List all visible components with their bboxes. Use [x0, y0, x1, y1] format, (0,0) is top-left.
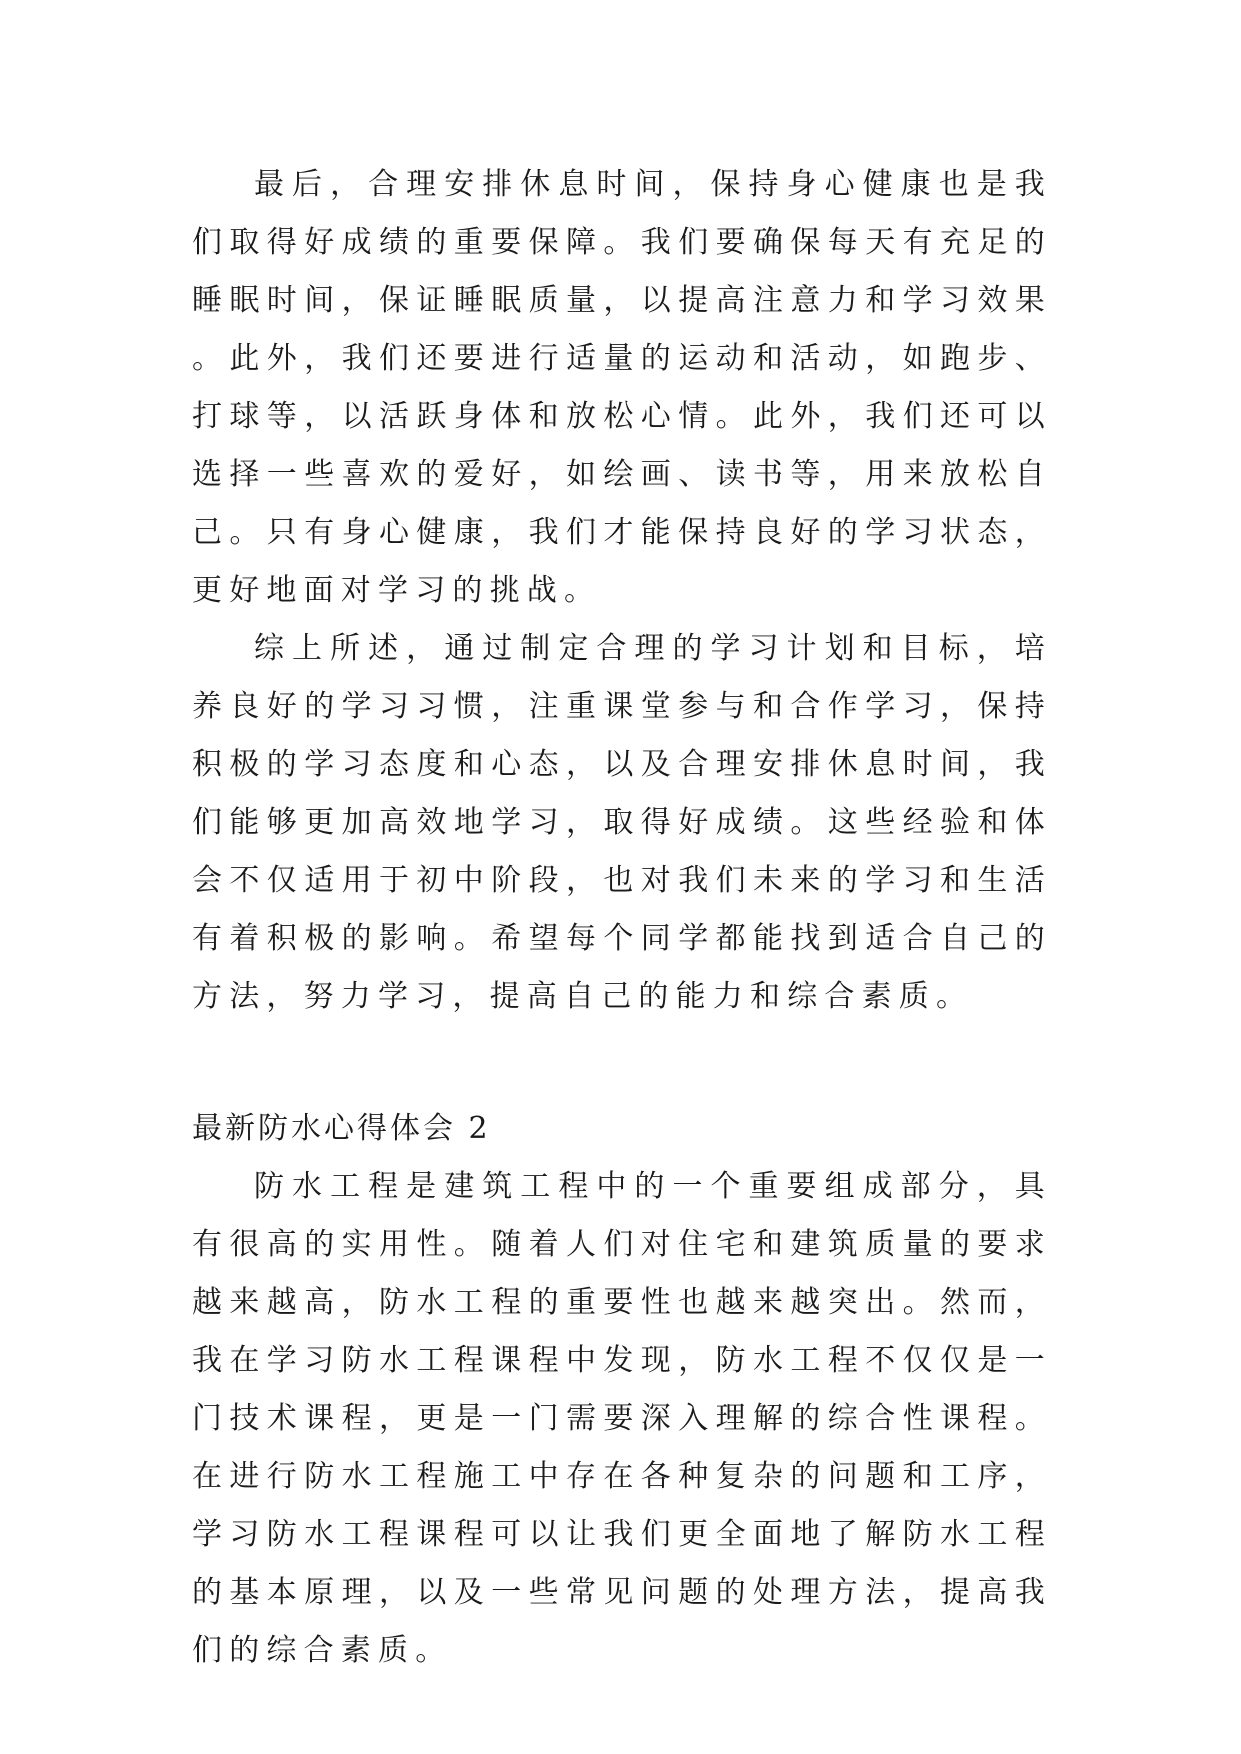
section-heading: 最新防水心得体会 2	[192, 1111, 491, 1146]
document-page	[192, 156, 1052, 1680]
paragraph-waterproofing: 防水工程是建筑工程中的一个重要组成部分，具有很高的实用性。随着人们对住宅和建筑质量的要求越来越高，防水工程的重要性也越来越突出。然而，我在学习防水工程课程中发现，防水工程不仅仅是一门技术课程，更是一门需要深入理解的综合性课程。在进行防水工程施工中存在各种复杂的问题和工序，学习防水工程课程可以让我们更全面地了解防水工程的基本原理，以及一些常见问题的处理方法，提高我们的综合素质。	[192, 1169, 1052, 1668]
paragraph-rest-and-health: 最后，合理安排休息时间，保持身心健康也是我们取得好成绩的重要保障。我们要确保每天有充足的睡眠时间，保证睡眠质量，以提高注意力和学习效果。此外，我们还要进行适量的运动和活动，如跑步、打球等，以活跃身体和放松心情。此外，我们还可以选择一些喜欢的爱好，如绘画、读书等，用来放松自己。只有身心健康，我们才能保持良好的学习状态，更好地面对学习的挑战。	[192, 167, 1052, 608]
paragraph-summary: 综上所述，通过制定合理的学习计划和目标，培养良好的学习习惯，注重课堂参与和合作学习，保持积极的学习态度和心态，以及合理安排休息时间，我们能够更加高效地学习，取得好成绩。这些经验和体会不仅适用于初中阶段，也对我们未来的学习和生活有着积极的影响。希望每个同学都能找到适合自己的方法，努力学习，提高自己的能力和综合素质。	[192, 631, 1052, 1014]
